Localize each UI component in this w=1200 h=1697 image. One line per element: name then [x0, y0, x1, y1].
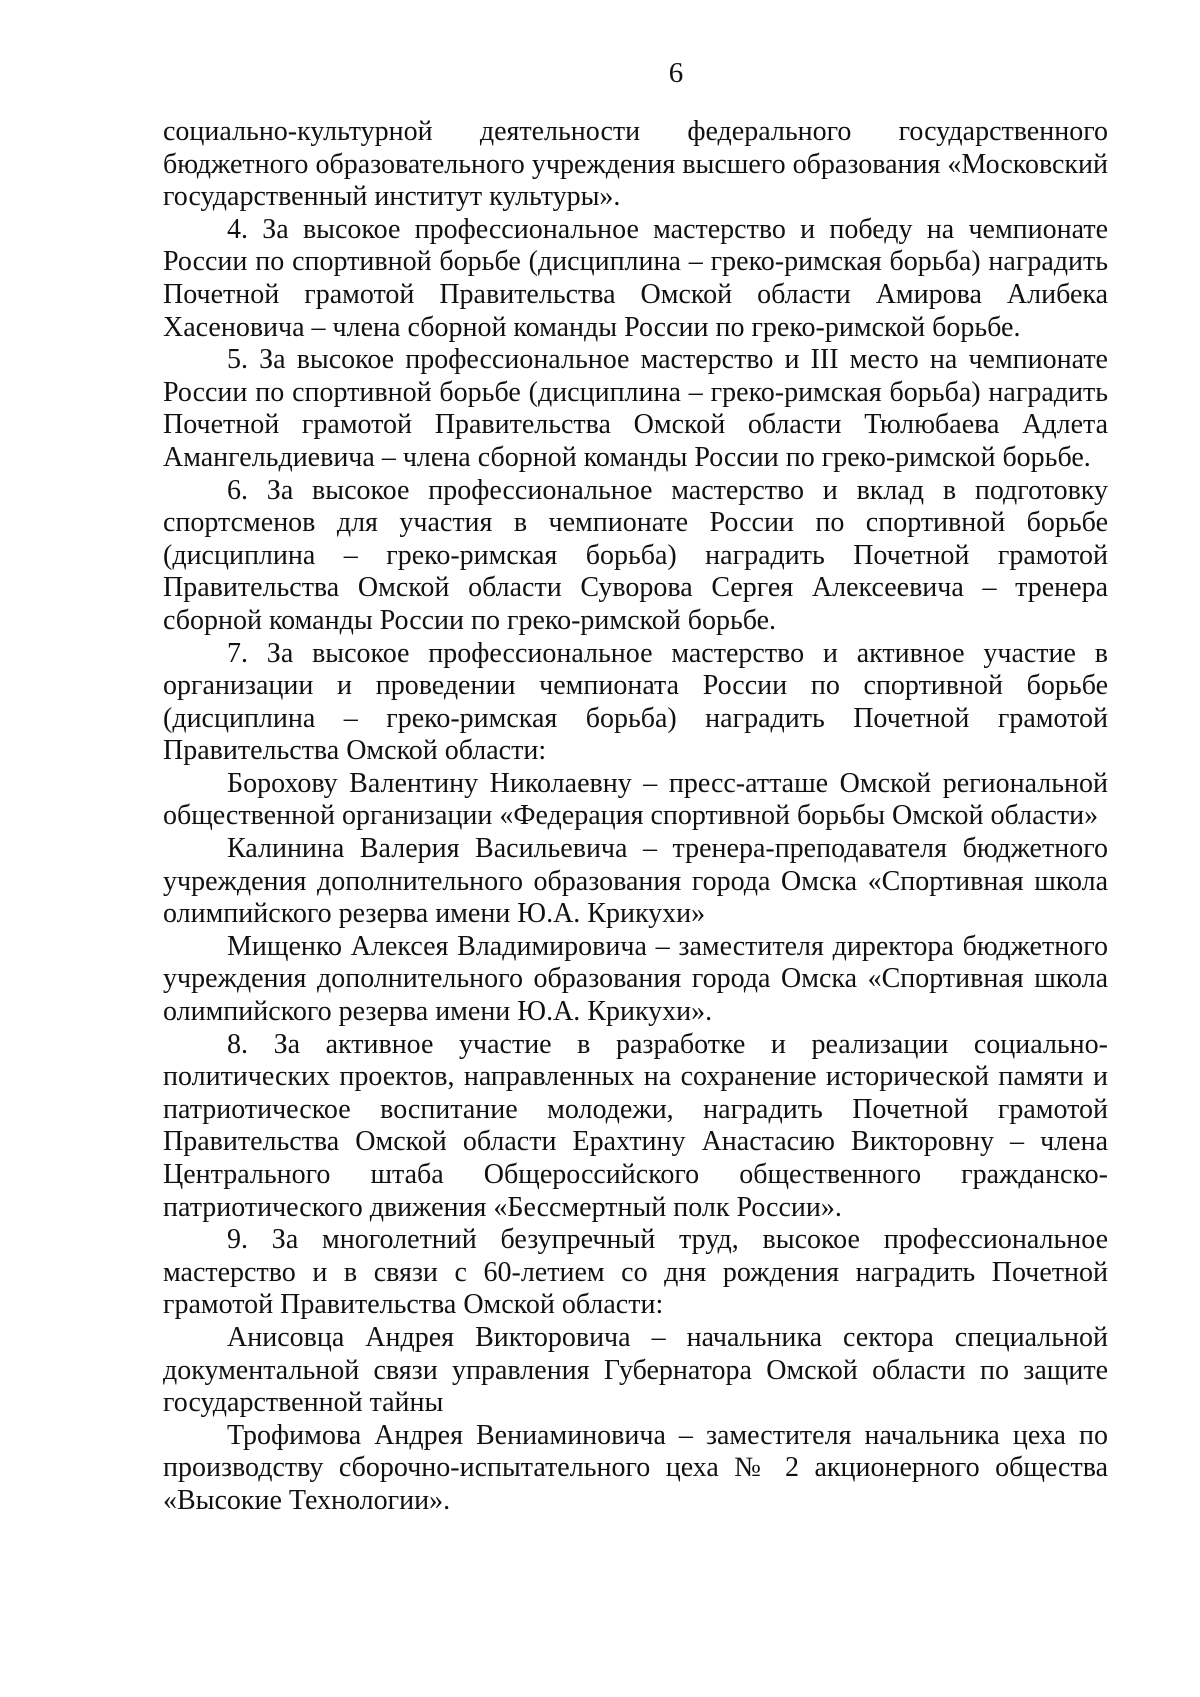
paragraph-continuation: социально-культурной деятельности федерального государственного бюджетного образовательного учреждения высшего образования «Московский государственный институт культуры». — [163, 116, 1108, 213]
paragraph-item-7: 7. За высокое профессиональное мастерство и активное участие в организации и проведении чемпионата России по спортивной борьбе (дисциплина – греко-римская борьба) наградить Почетной грамотой Правительства Омской области: — [163, 637, 1108, 767]
awardee-mishchenko: Мищенко Алексея Владимировича – заместителя директора бюджетного учреждения дополнительного образования города Омска «Спортивная школа олимпийского резерва имени Ю.А. Крикухи». — [163, 930, 1108, 1028]
paragraph-item-9: 9. За многолетний безупречный труд, высокое профессиональное мастерство и в связи с 60-летием со дня рождения наградить Почетной грамотой Правительства Омской области: — [163, 1224, 1108, 1321]
awardee-anisovets: Анисовца Андрея Викторовича – начальника сектора специальной документальной связи управления Губернатора Омской области по защите государственной тайны — [163, 1321, 1108, 1419]
paragraph-item-8: 8. За активное участие в разработке и реализации социально-политических проектов, направленных на сохранение исторической памяти и патриотическое воспитание молодежи, наградить Почетной грамотой Правительства Омской области Ерахтину Анастасию Викторовну – члена Центрального штаба Общероссийского общественного гражданско-патриотического движения «Бессмертный полк России». — [163, 1028, 1108, 1223]
paragraph-item-4: 4. За высокое профессиональное мастерство и победу на чемпионате России по спортивной борьбе (дисциплина – греко-римская борьба) наградить Почетной грамотой Правительства Омской области Амирова Алибека Хасеновича – члена сборной команды России по греко-римской борьбе. — [163, 213, 1108, 343]
paragraph-item-5: 5. За высокое профессиональное мастерство и III место на чемпионате России по спортивной борьбе (дисциплина – греко-римская борьба) наградить Почетной грамотой Правительства Омской области Тюлюбаева Адлета Амангельдиевича – члена сборной команды России по греко-римской борьбе. — [163, 344, 1108, 473]
document-body — [163, 116, 1108, 1518]
awardee-borokhova: Борохову Валентину Николаевну – пресс-атташе Омской региональной общественной организации «Федерация спортивной борьбы Омской области» — [163, 767, 1108, 832]
paragraph-item-6: 6. За высокое профессиональное мастерство и вклад в подготовку спортсменов для участия в чемпионате России по спортивной борьбе (дисциплина – греко-римская борьба) наградить Почетной грамотой Правительства Омской области Суворова Сергея Алексеевича – тренера сборной команды России по греко-римской борьбе. — [163, 474, 1108, 636]
awardee-trofimov: Трофимова Андрея Вениаминовича – заместителя начальника цеха по производству сборочно-испытательного цеха № 2 акционерного общества «Высокие Технологии». — [163, 1419, 1108, 1516]
page-number: 6 — [668, 57, 684, 89]
awardee-kalinin: Калинина Валерия Васильевича – тренера-преподавателя бюджетного учреждения дополнительного образования города Омска «Спортивная школа олимпийского резерва имени Ю.А. Крикухи» — [163, 833, 1108, 930]
